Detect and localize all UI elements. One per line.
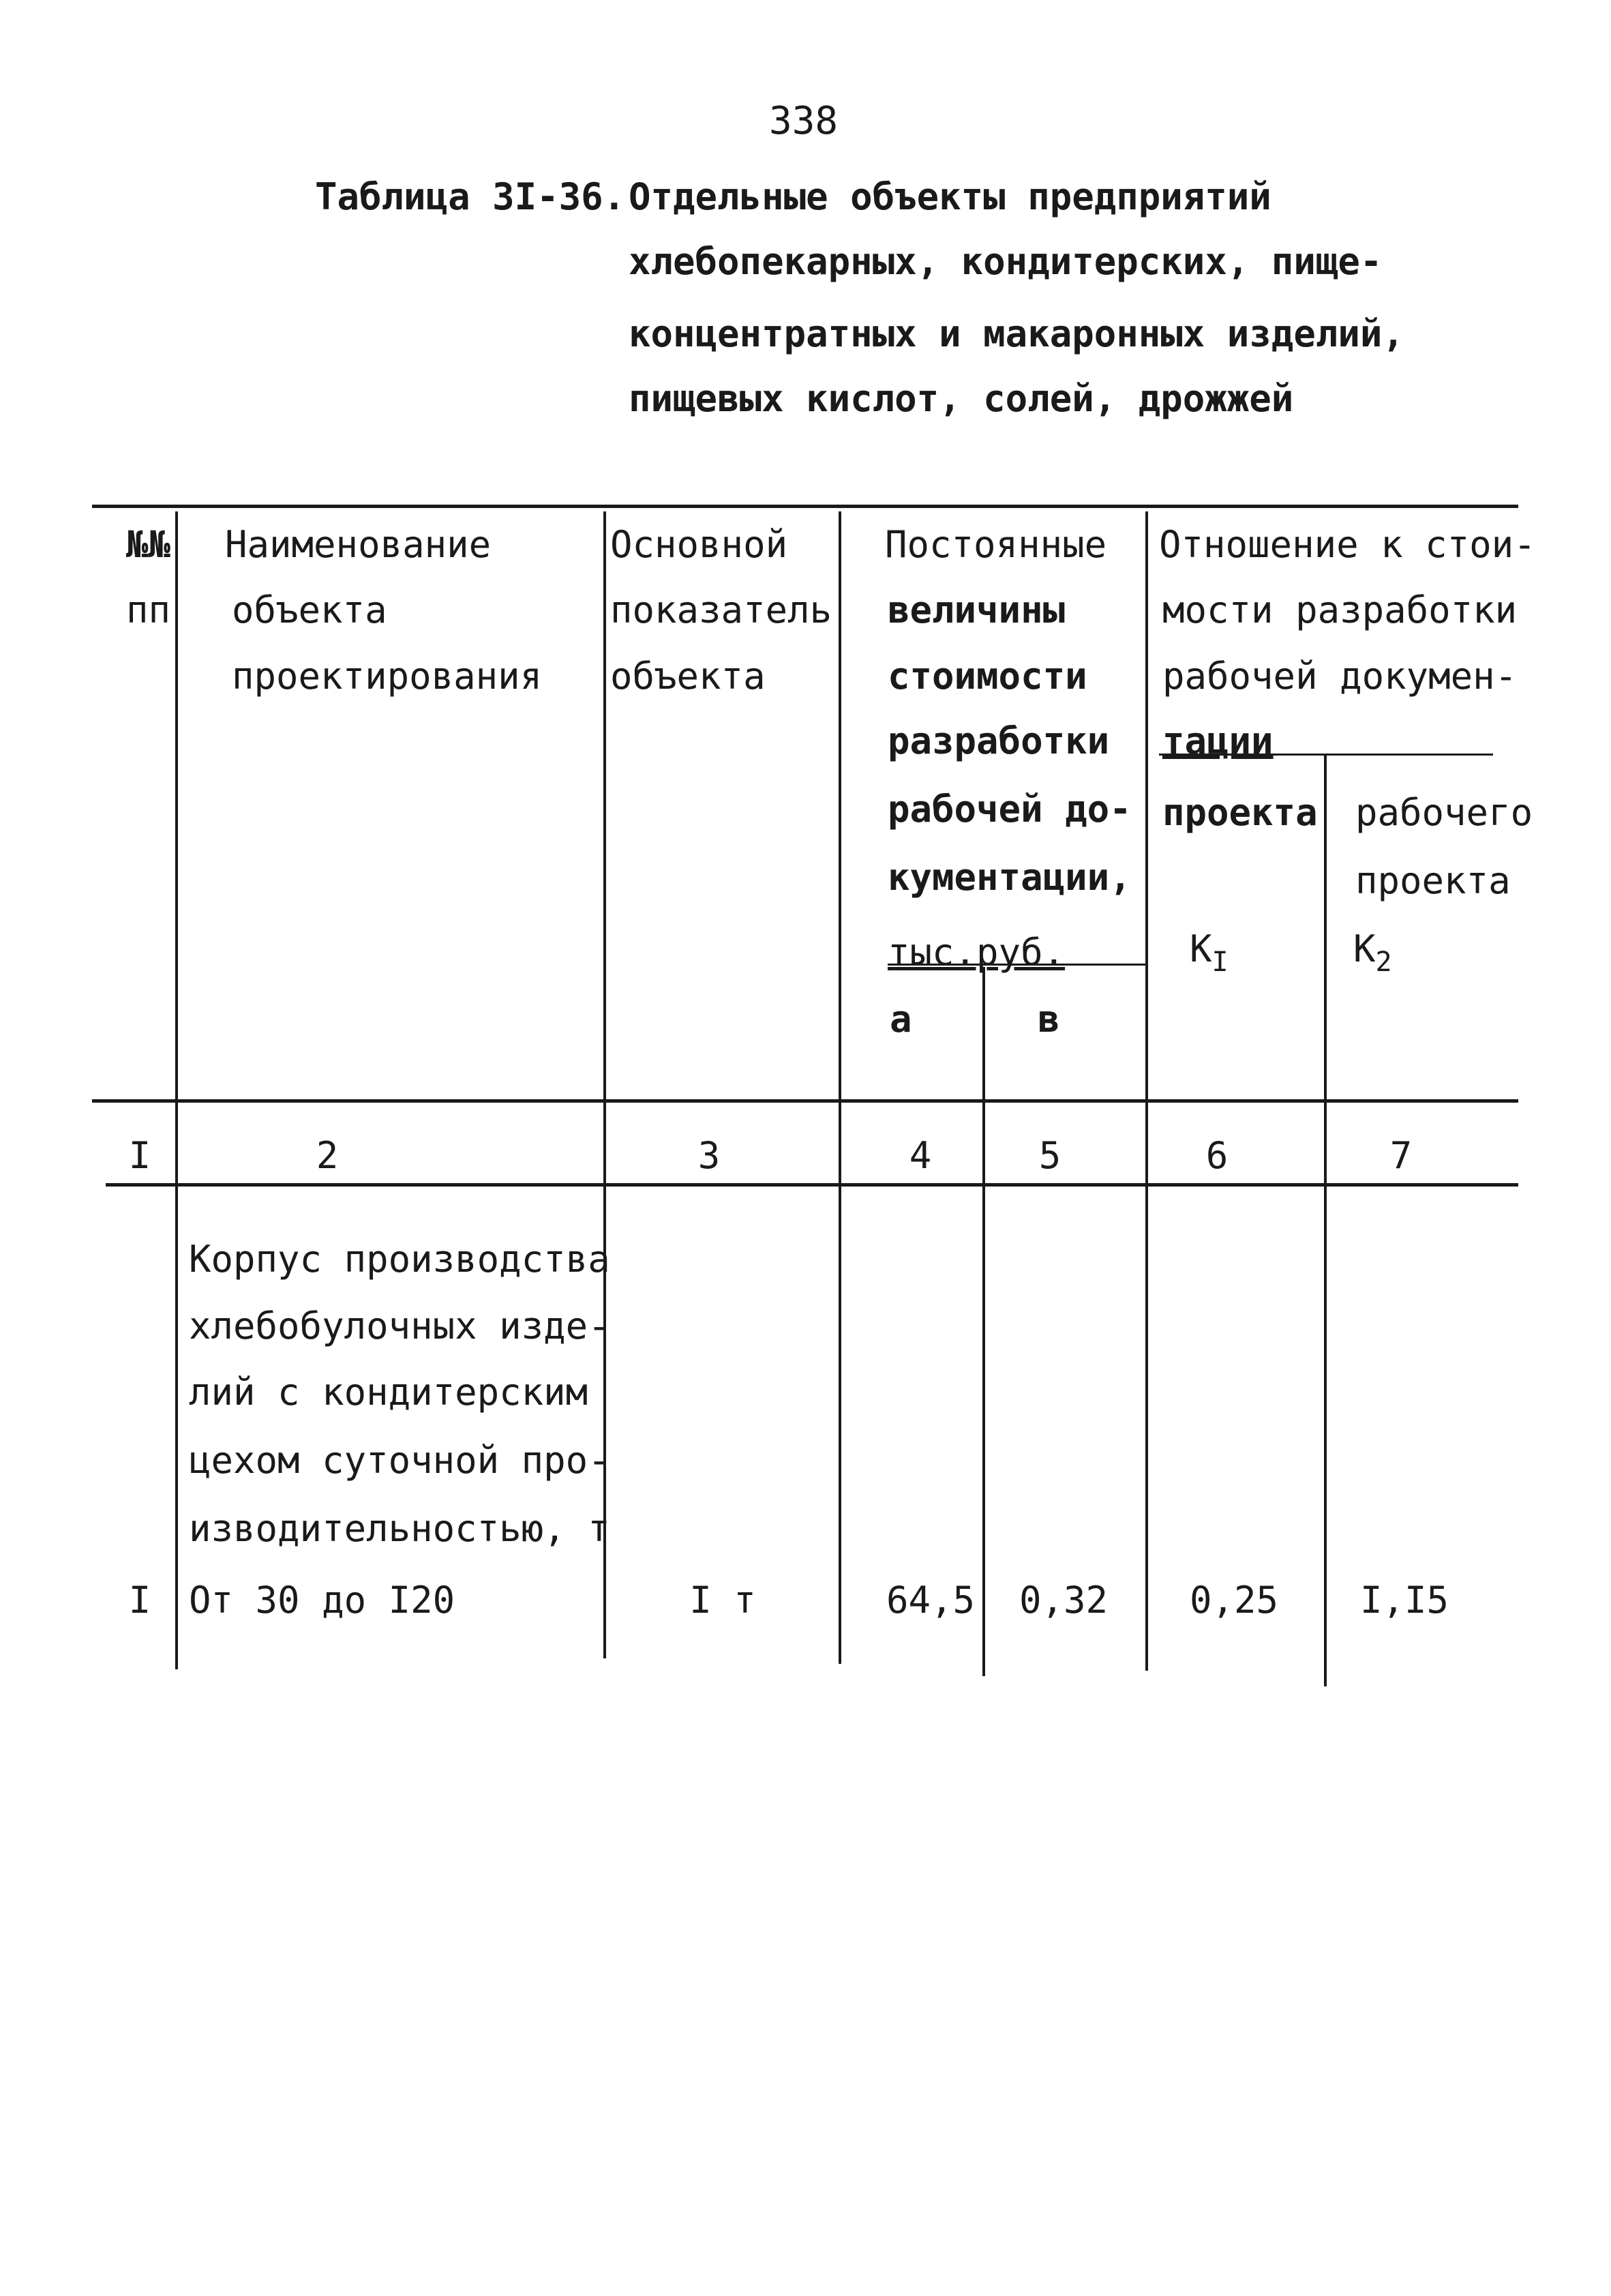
table-title-line-3: концентратных и макаронных изделий, [629,312,1404,355]
col-divider-6 [1324,756,1327,1686]
header-name-line-3: проектирования [232,655,543,698]
header-cost-line-5: рабочей до- [888,788,1132,831]
header-number-line-1: №№ [126,523,171,566]
page-number: 338 [769,99,839,143]
k1-letter: К [1190,927,1212,970]
column-number-2: 2 [316,1134,339,1177]
k2-letter: К [1353,927,1376,970]
column-numbers-bottom-rule [106,1183,1518,1187]
header-cost-line-2: величины [888,588,1066,631]
column-number-5: 5 [1038,1134,1062,1177]
header-number-line-2: пп [126,588,171,631]
table-title-line-2: хлебопекарных, кондитерских, пище- [629,240,1383,283]
header-name-line-2: объекта [232,588,387,631]
row-description-line-1: Корпус производства [189,1238,610,1281]
row-description-line-5: изводительностью, т [189,1507,610,1550]
header-k2-symbol [1353,927,1392,978]
col-divider-2 [603,511,606,1658]
header-cost-line-1: Постоянные [885,523,1107,566]
row-description-line-3: лий с кондитерским [189,1371,588,1414]
table-top-rule [92,505,1518,508]
header-ratio-line-1: Отношение к стои- [1159,523,1536,566]
header-k1-symbol [1190,927,1229,978]
column-number-1: I [128,1134,151,1177]
table-title-line-1: Отдельные объекты предприятий [629,175,1271,218]
column-number-3: 3 [697,1134,721,1177]
table-title-line-4: пищевых кислот, солей, дрожжей [629,377,1294,420]
row-value-a: 64,5 [886,1579,975,1622]
column-number-6: 6 [1205,1134,1229,1177]
header-k2-label-2: проекта [1355,859,1511,902]
row-indicator: I т [689,1579,756,1622]
header-cost-unit: тыс.руб. [888,931,1066,974]
row-value-k1: 0,25 [1189,1579,1279,1622]
row-value-k2: I,I5 [1360,1579,1449,1622]
row-number: I [128,1579,151,1622]
header-col-b: в [1038,998,1060,1041]
header-k2-label-1: рабочего [1355,791,1533,834]
header-indicator-line-1: Основной [610,523,788,566]
header-ratio-line-4: тации [1162,719,1274,762]
row-range: От 30 до I20 [189,1579,455,1622]
header-indicator-line-3: объекта [610,655,766,698]
header-cost-line-4: разработки [888,719,1110,762]
header-bottom-rule [92,1099,1518,1103]
header-indicator-line-2: показатель [610,588,832,631]
row-description-line-4: цехом суточной про- [189,1439,610,1482]
column-number-4: 4 [909,1134,932,1177]
header-ratio-line-3: рабочей докумен- [1162,655,1518,698]
header-k1-label: проекта [1162,791,1318,834]
header-col-a: а [890,998,912,1041]
row-description-line-2: хлебобулочных изде- [189,1304,610,1347]
k2-subscript: 2 [1375,946,1392,978]
col-divider-1 [175,511,178,1669]
col-divider-5 [1145,511,1148,1671]
col-divider-3 [839,511,841,1664]
col-divider-4 [982,967,985,1676]
column-number-7: 7 [1389,1134,1413,1177]
header-cost-line-6: кументации, [888,856,1132,899]
header-ratio-line-2: мости разработки [1162,588,1518,631]
k1-subscript: I [1211,946,1229,978]
header-name-line-1: Наименование [225,523,492,566]
row-value-b: 0,32 [1019,1579,1109,1622]
header-cost-line-3: стоимости [888,655,1087,698]
table-label: Таблица 3I-36. [315,175,626,218]
